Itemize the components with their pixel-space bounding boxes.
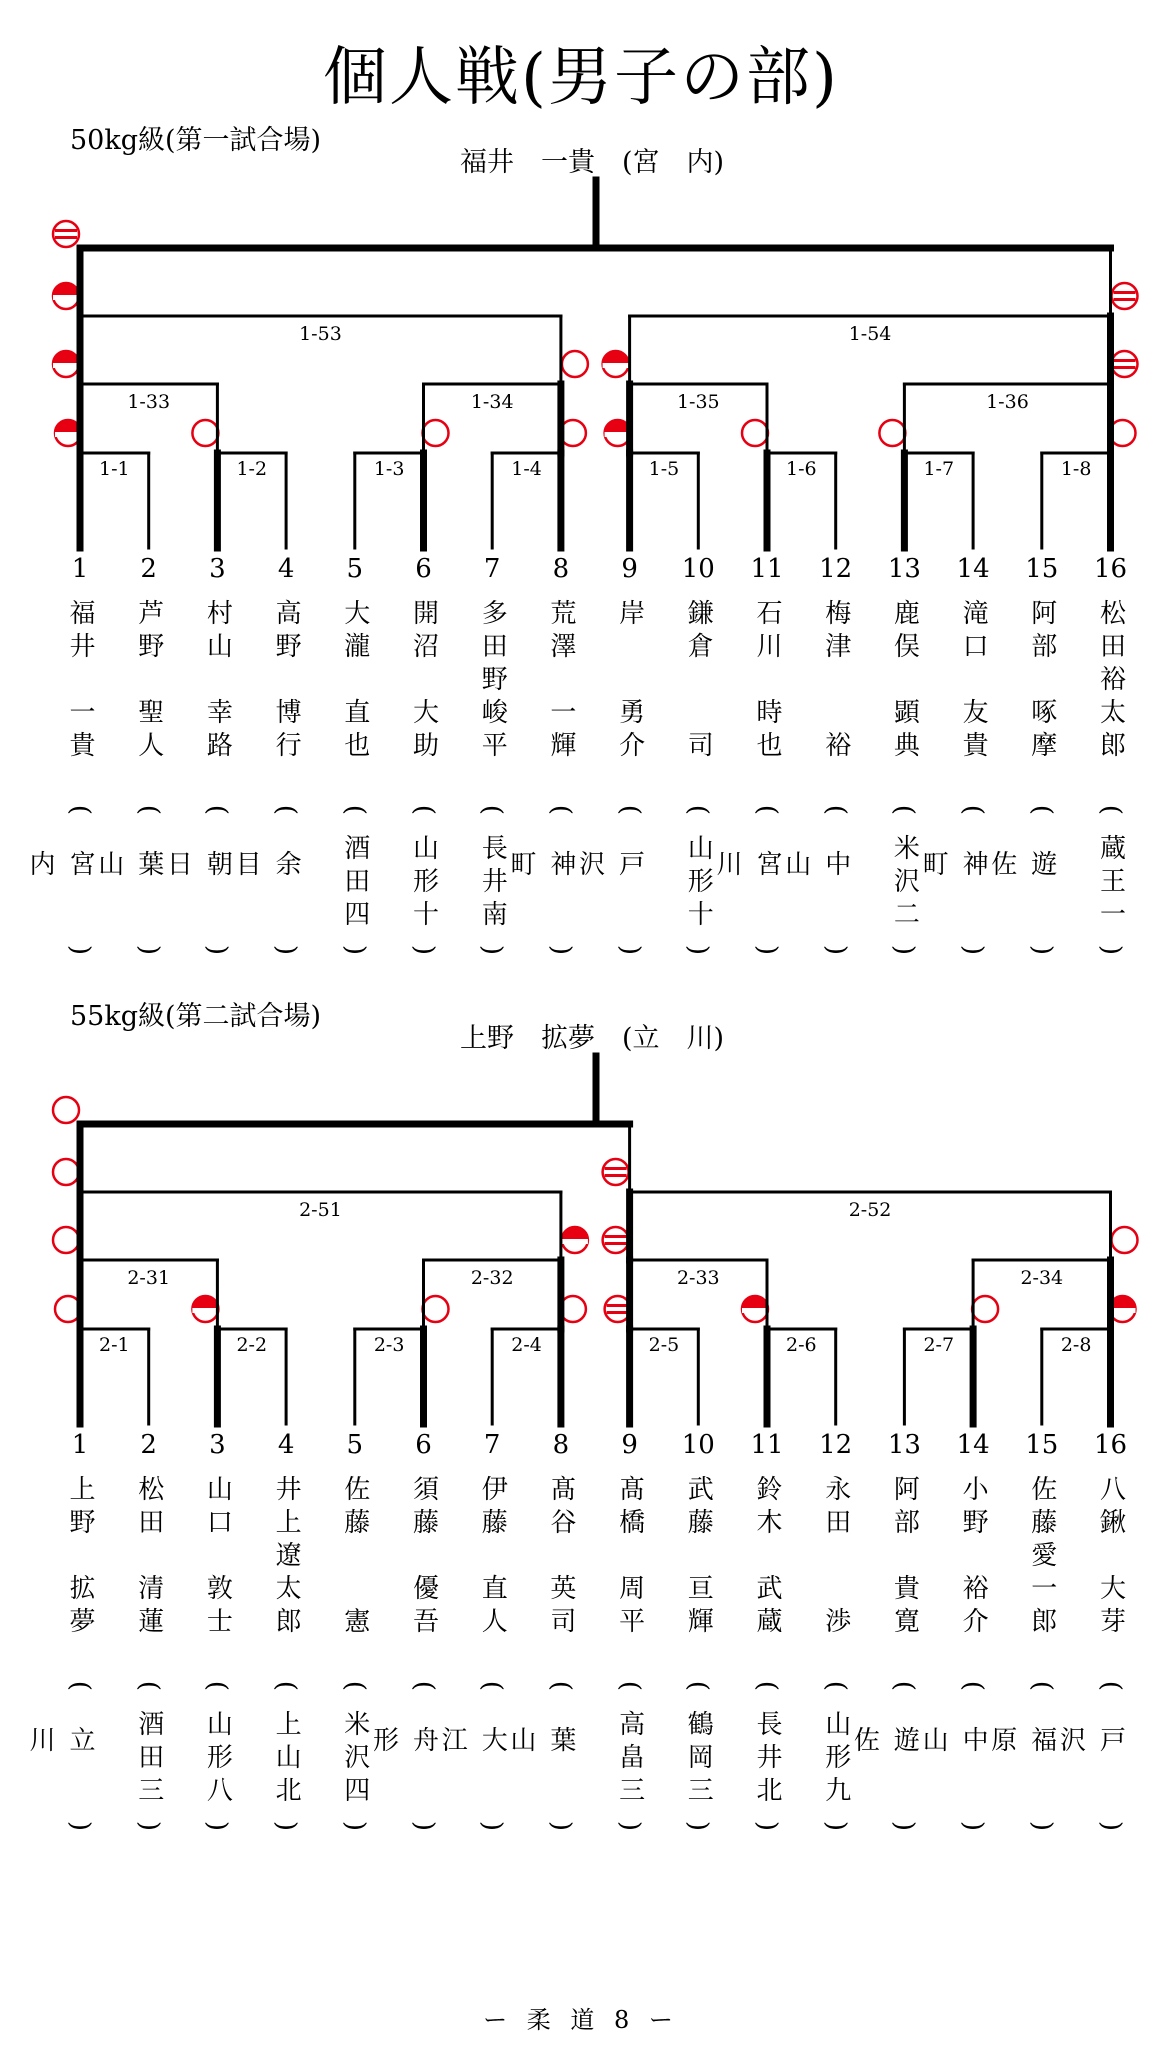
player-number: 1: [71, 554, 89, 584]
player-school: 山形八: [202, 1709, 233, 1809]
player-number: 14: [956, 554, 990, 584]
result-mark-open-circle: [53, 1097, 79, 1123]
paren-open: (: [339, 804, 370, 816]
player-given-name: 啄摩: [1026, 698, 1057, 764]
paren-close: ): [477, 944, 508, 956]
player-given-name: 太郎: [271, 1574, 302, 1640]
paren-open: (: [545, 804, 576, 816]
paren-close: ): [820, 1820, 851, 1832]
player-surname: 伊藤: [477, 1475, 508, 1541]
paren-open: (: [1026, 1680, 1057, 1692]
player-given-name: 顕典: [889, 698, 920, 764]
player-school: 余目: [231, 850, 302, 916]
paren-open: (: [958, 804, 989, 816]
match-label: 2-3: [373, 1334, 405, 1356]
match-label: 2-34: [1020, 1267, 1064, 1289]
player-number: 1: [71, 1430, 89, 1460]
player-school: 宮内: [25, 850, 95, 916]
player-given-name: 拡夢: [65, 1574, 95, 1640]
paren-open: (: [545, 1680, 576, 1692]
player-given-name: 大芽: [1095, 1574, 1126, 1640]
player-number: 14: [956, 1430, 990, 1460]
champion-name-55kg: 上野 拡夢 (立 川): [460, 1023, 725, 1054]
player-school: 山形九: [820, 1709, 851, 1809]
paren-open: (: [202, 804, 233, 816]
result-mark-half-circle: [192, 1296, 218, 1322]
player-given-name: 勇介: [614, 698, 645, 764]
player-school: 米沢四: [339, 1709, 370, 1809]
paren-close: ): [683, 1820, 714, 1832]
paren-open: (: [889, 804, 920, 816]
match-label: 2-8: [1060, 1334, 1092, 1356]
player-given-name: 英司: [545, 1574, 576, 1640]
paren-open: (: [133, 804, 164, 816]
division-label-50kg: 50kg級(第一試合場): [70, 125, 322, 156]
paren-close: ): [752, 1820, 782, 1832]
player-surname: 石川: [752, 599, 782, 665]
player-given-name: 友貴: [958, 698, 989, 764]
paren-close: ): [1026, 944, 1057, 956]
player-given-name: 直人: [477, 1574, 508, 1640]
paren-open: (: [65, 1680, 95, 1692]
player-number: 12: [819, 554, 853, 584]
paren-open: (: [889, 1680, 920, 1692]
player-given-name: 一輝: [545, 698, 576, 764]
match-label: 1-35: [676, 391, 720, 413]
paren-open: (: [683, 804, 714, 816]
player-surname: 佐藤愛: [1026, 1475, 1057, 1574]
player-given-name: 武蔵: [752, 1574, 782, 1640]
player-surname: 高野: [271, 599, 302, 665]
page-footer: ー 柔 道 8 ー: [483, 2006, 679, 2034]
result-mark-bar-circle: [603, 1227, 629, 1253]
paren-close: ): [958, 1820, 989, 1832]
paren-close: ): [339, 1820, 370, 1832]
player-school: 葉山: [93, 850, 164, 916]
match-label: 1-53: [299, 323, 342, 345]
player-number: 2: [140, 1430, 157, 1460]
match-label: 2-33: [676, 1267, 720, 1289]
match-label: 1-4: [511, 458, 542, 480]
result-mark-open-circle: [53, 1227, 79, 1253]
player-school: 神町: [918, 850, 989, 916]
player-school: 長井南: [477, 833, 508, 933]
player-given-name: 峻平: [477, 698, 508, 764]
player-school: 神町: [505, 850, 576, 916]
paren-open: (: [271, 804, 302, 816]
result-mark-half-circle: [562, 1227, 588, 1253]
paren-open: (: [820, 804, 851, 816]
paren-open: (: [133, 1680, 164, 1692]
player-number: 11: [750, 554, 784, 584]
player-surname: 福井: [65, 599, 95, 665]
player-given-name: 亘輝: [683, 1574, 714, 1640]
player-number: 8: [552, 1430, 570, 1460]
match-label: 2-52: [848, 1199, 892, 1221]
player-number: 11: [750, 1430, 784, 1460]
match-label: 2-2: [236, 1334, 268, 1356]
player-surname: 永田: [820, 1475, 851, 1541]
player-number: 16: [1093, 1430, 1128, 1460]
paren-close: ): [889, 1820, 920, 1832]
player-school: 立川: [25, 1726, 95, 1792]
player-given-name: 敦士: [202, 1574, 233, 1640]
player-given-name: 幸路: [202, 698, 233, 764]
player-given-name: 清蓮: [133, 1574, 164, 1640]
player-surname: 鈴木: [752, 1475, 782, 1541]
player-school: 蔵王一: [1095, 833, 1126, 933]
player-school: 遊佐: [986, 850, 1057, 916]
player-given-name: 一貴: [65, 698, 95, 764]
match-label: 1-8: [1060, 458, 1092, 480]
player-given-name: 優吾: [408, 1574, 439, 1640]
match-label: 1-54: [848, 323, 892, 345]
player-school: 福原: [986, 1726, 1057, 1792]
paren-close: ): [65, 944, 95, 956]
player-school: 戸沢: [574, 850, 645, 916]
player-given-name: 裕介: [958, 1574, 989, 1640]
match-label: 2-7: [923, 1334, 955, 1356]
match-label: 2-31: [127, 1267, 171, 1289]
paren-close: ): [683, 944, 714, 956]
player-number: 10: [681, 1430, 715, 1460]
paren-close: ): [614, 944, 645, 956]
paren-close: ): [339, 944, 370, 956]
player-number: 12: [819, 1430, 853, 1460]
paren-close: ): [1095, 944, 1126, 956]
player-surname: 多田野: [477, 599, 508, 698]
match-label: 1-36: [986, 391, 1029, 413]
paren-open: (: [752, 804, 782, 816]
match-label: 2-4: [511, 1334, 542, 1356]
player-school: 宮川: [712, 850, 782, 916]
match-label: 1-7: [923, 458, 955, 480]
paren-open: (: [339, 1680, 370, 1692]
player-given-name: 時也: [752, 698, 782, 764]
player-number: 7: [483, 1430, 501, 1460]
player-surname: 山口: [202, 1475, 233, 1541]
result-mark-open-circle: [423, 1296, 449, 1322]
player-surname: 荒澤: [545, 599, 576, 665]
paren-close: ): [1026, 1820, 1057, 1832]
result-mark-half-circle: [742, 1296, 768, 1322]
player-number: 6: [415, 554, 432, 584]
player-surname: 梅津: [820, 599, 851, 665]
player-school: 酒田三: [133, 1709, 164, 1809]
player-school: 中山: [918, 1726, 989, 1792]
player-school: 遊佐: [849, 1726, 920, 1792]
player-number: 13: [887, 554, 921, 584]
paren-open: (: [958, 1680, 989, 1692]
paren-close: ): [202, 1820, 233, 1832]
paren-open: (: [752, 1680, 782, 1692]
paren-open: (: [614, 804, 645, 816]
page-title: 個人戦(男子の部): [323, 41, 839, 115]
paren-open: (: [1026, 804, 1057, 816]
paren-close: ): [408, 944, 439, 956]
paren-open: (: [408, 1680, 439, 1692]
paren-close: ): [271, 944, 302, 956]
paren-close: ): [202, 944, 233, 956]
match-label: 1-33: [127, 391, 171, 413]
player-school: 米沢二: [889, 833, 920, 933]
player-school: 中山: [780, 850, 851, 916]
player-given-name: 渉: [820, 1607, 851, 1640]
paren-close: ): [477, 1820, 508, 1832]
player-number: 8: [552, 554, 570, 584]
player-given-name: 聖人: [133, 698, 164, 764]
player-surname: 阿部: [889, 1475, 920, 1541]
player-school: 山形十: [408, 833, 439, 933]
player-number: 15: [1025, 554, 1059, 584]
player-surname: 井上遼: [271, 1475, 302, 1574]
player-surname: 武藤: [683, 1475, 714, 1541]
player-number: 7: [483, 554, 501, 584]
paren-close: ): [752, 944, 782, 956]
paren-open: (: [614, 1680, 645, 1692]
paren-open: (: [271, 1680, 302, 1692]
paren-close: ): [614, 1820, 645, 1832]
player-number: 16: [1093, 554, 1128, 584]
player-number: 13: [887, 1430, 921, 1460]
division-label-55kg: 55kg級(第二試合場): [70, 1001, 322, 1032]
result-mark-open-circle: [972, 1296, 998, 1322]
player-given-name: 一郎: [1026, 1574, 1057, 1640]
paren-open: (: [820, 1680, 851, 1692]
player-surname: 小野: [958, 1475, 989, 1541]
player-surname: 髙橋: [614, 1475, 645, 1541]
paren-close: ): [271, 1820, 302, 1832]
match-label: 1-34: [470, 391, 514, 413]
player-school: 戸沢: [1055, 1726, 1126, 1792]
paren-close: ): [133, 1820, 164, 1832]
player-number: 4: [277, 1430, 295, 1460]
player-given-name: 大助: [408, 698, 439, 764]
match-label: 2-6: [786, 1334, 817, 1356]
player-surname: 大瀧: [339, 599, 370, 665]
player-number: 6: [415, 1430, 432, 1460]
player-surname: 佐藤: [339, 1475, 370, 1541]
player-school: 上山北: [271, 1709, 302, 1809]
player-surname: 開沼: [408, 599, 439, 665]
paren-open: (: [408, 804, 439, 816]
paren-close: ): [133, 944, 164, 956]
player-given-name: 憲: [339, 1607, 370, 1640]
paren-close: ): [65, 1820, 95, 1832]
player-surname: 八鍬: [1095, 1475, 1126, 1541]
player-surname: 岸: [614, 599, 645, 632]
paren-close: ): [958, 944, 989, 956]
paren-close: ): [545, 944, 576, 956]
paren-open: (: [65, 804, 95, 816]
paren-open: (: [683, 1680, 714, 1692]
player-surname: 上野: [65, 1475, 95, 1541]
player-given-name: 太郎: [1095, 698, 1126, 764]
result-mark-open-circle: [53, 1159, 79, 1185]
match-label: 2-1: [99, 1334, 130, 1356]
player-number: 3: [209, 554, 226, 584]
player-school: 鶴岡三: [683, 1709, 714, 1809]
player-given-name: 裕: [820, 731, 851, 764]
player-number: 2: [140, 554, 157, 584]
match-label: 1-5: [648, 458, 680, 480]
paren-close: ): [1095, 1820, 1126, 1832]
player-school: 舟形: [368, 1726, 439, 1792]
paren-open: (: [1095, 804, 1126, 816]
player-surname: 松田裕: [1095, 599, 1126, 698]
player-school: 高畠三: [614, 1709, 645, 1809]
player-given-name: 直也: [339, 698, 370, 764]
player-given-name: 周平: [614, 1574, 645, 1640]
player-surname: 滝口: [958, 599, 989, 665]
paren-open: (: [202, 1680, 233, 1692]
player-number: 9: [621, 554, 638, 584]
player-number: 10: [681, 554, 715, 584]
player-school: 酒田四: [339, 833, 370, 933]
paren-open: (: [477, 1680, 508, 1692]
result-mark-open-circle: [1112, 1227, 1138, 1253]
player-number: 5: [346, 1430, 364, 1460]
player-number: 5: [346, 554, 364, 584]
player-school: 山形十: [683, 833, 714, 933]
match-label: 2-32: [470, 1267, 514, 1289]
match-label: 1-6: [786, 458, 817, 480]
paren-open: (: [1095, 1680, 1126, 1692]
champion-name-50kg: 福井 一貴 (宮 内): [460, 147, 725, 178]
player-given-name: 司: [683, 731, 714, 764]
player-number: 9: [621, 1430, 638, 1460]
player-surname: 阿部: [1026, 599, 1057, 665]
match-label: 2-51: [299, 1199, 342, 1221]
paren-close: ): [889, 944, 920, 956]
match-label: 1-1: [99, 458, 130, 480]
player-number: 4: [277, 554, 295, 584]
player-surname: 松田: [133, 1475, 164, 1541]
player-given-name: 博行: [271, 698, 302, 764]
match-label: 1-3: [373, 458, 405, 480]
paren-open: (: [477, 804, 508, 816]
paren-close: ): [820, 944, 851, 956]
player-surname: 村山: [202, 599, 233, 665]
player-given-name: 貴寛: [889, 1574, 920, 1640]
match-label: 1-2: [236, 458, 268, 480]
paren-close: ): [545, 1820, 576, 1832]
player-surname: 鹿俣: [889, 599, 920, 665]
player-number: 3: [209, 1430, 226, 1460]
player-surname: 鎌倉: [683, 599, 714, 665]
player-school: 大江: [437, 1726, 508, 1792]
player-number: 15: [1025, 1430, 1059, 1460]
paren-close: ): [408, 1820, 439, 1832]
result-mark-bar-circle: [603, 1159, 629, 1185]
player-surname: 髙谷: [545, 1475, 576, 1541]
player-school: 葉山: [505, 1726, 576, 1792]
match-label: 2-5: [648, 1334, 680, 1356]
player-surname: 須藤: [408, 1475, 439, 1541]
player-school: 長井北: [752, 1709, 782, 1809]
player-school: 朝日: [162, 850, 233, 916]
player-surname: 芦野: [133, 599, 164, 665]
